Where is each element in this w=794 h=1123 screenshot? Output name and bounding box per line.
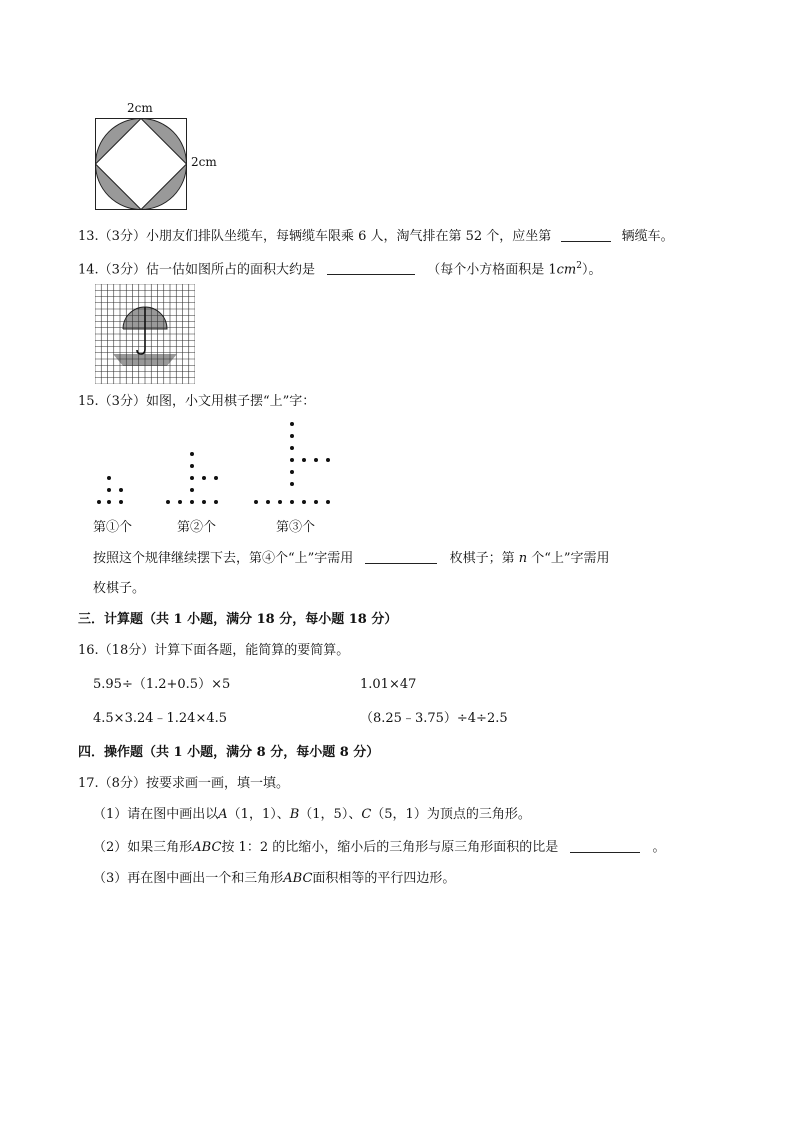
umbrella-grid-figure — [95, 284, 195, 388]
q15-text-b: 枚棋子；第 — [449, 551, 515, 566]
question-16: 16.（18分）计算下面各题，能简算的要简算。 — [78, 643, 350, 658]
chess-pattern-drawing — [90, 418, 350, 510]
figure-top-label: 2cm — [127, 101, 153, 115]
q14-unit: cm — [556, 262, 577, 278]
q15-line-2 — [93, 580, 145, 598]
chess-pattern-figure — [90, 418, 350, 514]
q15-stem: 15.（3分）如图，小文用棋子摆“上”字： — [78, 394, 316, 409]
q13-text: 13.（3分）小朋友们排队坐缆车，每辆缆车限乘 6 人，淘气排在第 52 个，应坐第 — [78, 229, 552, 244]
q17-p3-a: （3）再在图中画出一个和三角形 — [93, 871, 284, 886]
q17-p1-c: （1，5）、 — [299, 807, 362, 822]
q16-expression-1: 5.95÷（1.2+0.5）×5 — [93, 677, 231, 692]
square-circle-drawing — [95, 118, 187, 210]
section-3-title: 三．计算题（共 1 小题，满分 18 分，每小题 18 分） — [78, 612, 398, 627]
q17-answer-blank[interactable] — [570, 838, 640, 853]
q16-expression-2: 1.01×47 — [360, 677, 417, 692]
q15-variable-n: n — [518, 551, 528, 566]
q17-point-c: C — [361, 807, 372, 822]
question-15 — [78, 393, 315, 411]
q14-note: （每个小方格面积是 1 — [427, 262, 557, 278]
q14-text: 14.（3分）估一估如图所占的面积大约是 — [78, 262, 315, 278]
umbrella-grid-drawing — [95, 284, 195, 384]
pattern-1 — [97, 476, 123, 504]
q15-line-1 — [93, 549, 610, 568]
q16-expression-4: （8.25﹣3.75）÷4÷2.5 — [360, 711, 508, 726]
figure-side-label: 2cm — [191, 155, 217, 169]
q15-text-a: 按照这个规律继续摆下去，第④个“上”字需用 — [93, 551, 354, 566]
q13-answer-blank[interactable] — [561, 227, 611, 242]
q17-p1-b: （1，1）、 — [227, 807, 290, 822]
square-circle-figure — [95, 118, 187, 210]
pattern-2 — [166, 452, 218, 504]
q14-answer-blank[interactable] — [327, 260, 415, 275]
q14-unit-exponent: 2 — [576, 261, 582, 271]
question-13 — [78, 227, 674, 246]
q17-part-3 — [93, 870, 455, 888]
q17-p2-b: 按 1：2 的比缩小，缩小后的三角形与原三角形面积的比是 — [221, 840, 559, 855]
q15-text-d: 枚棋子。 — [93, 581, 146, 596]
pattern-label-1: 第①个 — [93, 520, 133, 535]
q17-p3-triangle: ABC — [283, 871, 313, 886]
q17-point-a: A — [218, 807, 228, 822]
section-4-title: 四．操作题（共 1 小题，满分 8 分，每小题 8 分） — [78, 745, 380, 760]
pattern-label-2: 第②个 — [177, 520, 217, 535]
q17-p3-b: 面积相等的平行四边形。 — [312, 871, 456, 886]
q17-p1-a: （1）请在图中画出以 — [93, 807, 219, 822]
question-17: 17.（8分）按要求画一画，填一填。 — [78, 776, 289, 791]
q17-part-1 — [93, 806, 531, 824]
q15-text-c: 个“上”字需用 — [531, 551, 610, 566]
q17-p2-c: 。 — [652, 840, 666, 855]
question-14 — [78, 257, 602, 279]
q14-note-end: ）。 — [581, 262, 602, 278]
q13-suffix: 辆缆车。 — [621, 229, 674, 244]
q17-p2-triangle: ABC — [192, 840, 222, 855]
pattern-label-3: 第③个 — [276, 520, 316, 535]
q17-point-b: B — [289, 807, 300, 822]
pattern-3 — [254, 422, 330, 504]
q16-expression-3: 4.5×3.24﹣1.24×4.5 — [93, 711, 228, 726]
q17-p2-a: （2）如果三角形 — [93, 840, 193, 855]
q17-part-2 — [93, 838, 666, 857]
q15-answer-blank-1[interactable] — [365, 549, 437, 564]
q17-p1-d: （5，1）为顶点的三角形。 — [371, 807, 531, 822]
